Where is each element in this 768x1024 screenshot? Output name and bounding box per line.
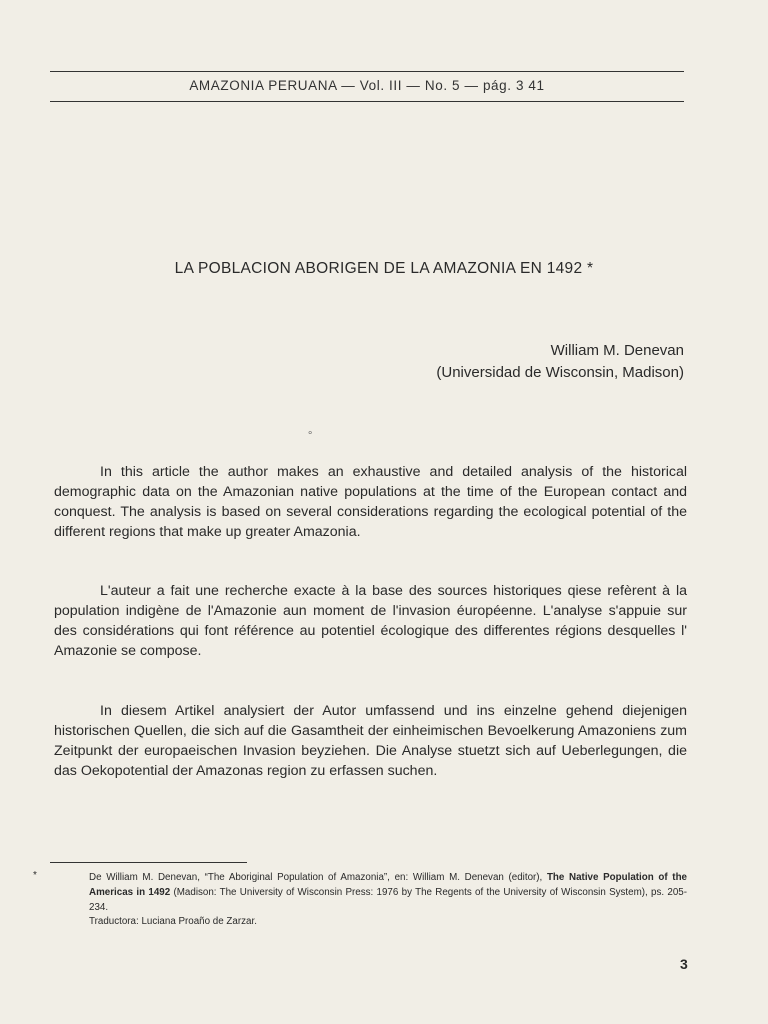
footnote-rule — [50, 862, 247, 863]
footnote-text-after: (Madison: The University of Wisconsin Press: 1976 by The Regents of the University of Wisconsin System), ps. 205-234. — [89, 886, 687, 913]
footnote-text-before: De William M. Denevan, “The Aboriginal Population of Amazonia”, en: William M. Denevan (editor), — [89, 872, 547, 883]
running-head: AMAZONIA PERUANA — Vol. III — No. 5 — pág. 3 41 — [189, 78, 545, 93]
abstract-german: In diesem Artikel analysiert der Autor umfassend und ins einzelne gehend diejenigen historischen Quellen, die sich auf die Gasamtheit der einheimischen Bevoelkerung Amazoniens zum Zeitpunkt der europaeischen Invasion beyziehen. Die Analyse stuetzt sich auf Ueberlegungen, die das Oekopotential der Amazonas region zu erfassen suchen. — [54, 703, 687, 779]
abstract-french: L'auteur a fait une recherche exacte à la base des sources historiques qiese refèrent à la population indigène de l'Amazonie aun moment de l'invasion éuropéenne. L'analyse s'appuie sur des considérations qui font référence au potentiel écologique des differentes régions desquelles l' Amazonie se compose. — [54, 583, 687, 659]
header-rule-bottom — [50, 101, 684, 102]
footnote-translator: Traductora: Luciana Proaño de Zarzar. — [89, 916, 257, 928]
abstract-english: In this article the author makes an exhaustive and detailed analysis of the historical demographic data on the Amazonian native populations at the time of the European contact and conquest. The analysis is based on several considerations regarding the ecological potential of the different regions that make up greater Amazonia. — [54, 464, 687, 540]
ornament-mark: ∘ — [307, 428, 314, 439]
article-title: LA POBLACION ABORIGEN DE LA AMAZONIA EN 1492 * — [174, 260, 594, 277]
footnote — [89, 871, 687, 930]
author-affiliation: (Universidad de Wisconsin, Madison) — [436, 364, 684, 381]
page-number: 3 — [680, 956, 688, 972]
header-rule-top — [50, 71, 684, 72]
footnote-marker: * — [33, 870, 37, 881]
author-block — [436, 340, 684, 384]
footnote-book-title: The Native Population of the Americas in 1492 — [89, 872, 688, 898]
author-name: William M. Denevan — [550, 342, 684, 359]
